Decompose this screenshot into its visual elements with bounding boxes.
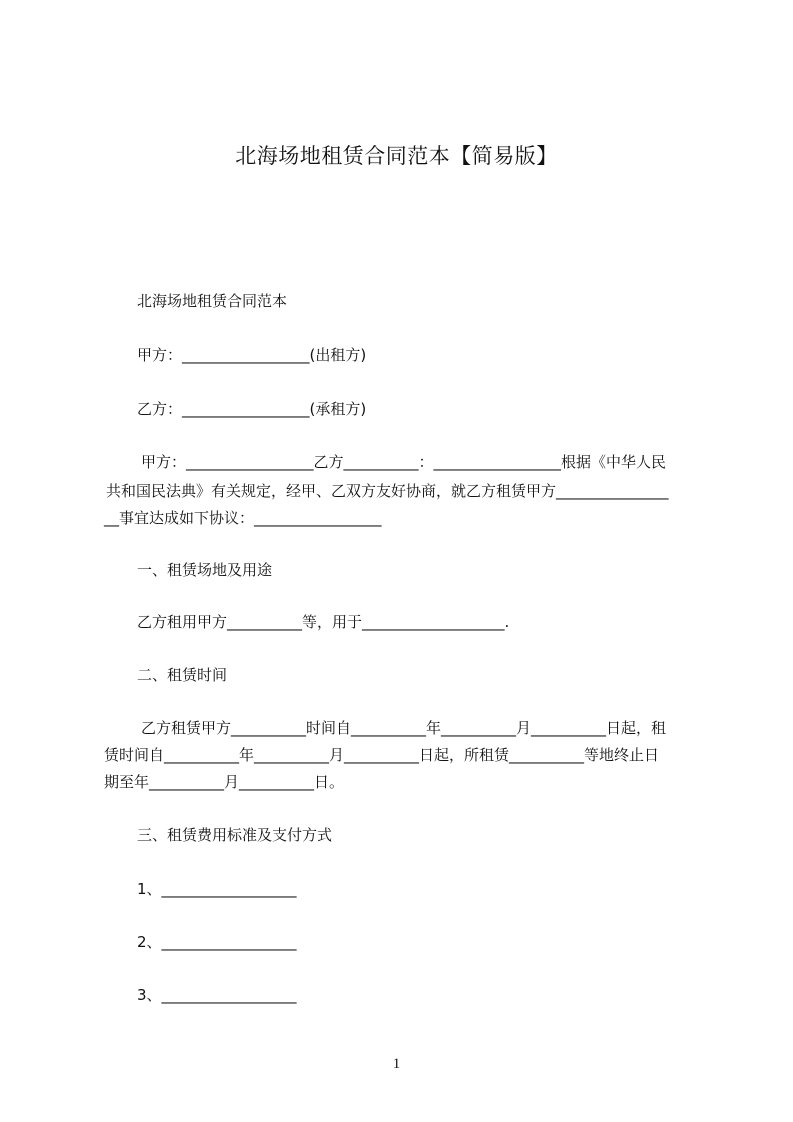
party-b-line: 乙方：_________________(承租方) [137,400,367,418]
section-1-heading: 一、租赁场地及用途 [137,561,273,579]
contract-subtitle: 北海场地租赁合同范本 [137,292,288,310]
intro-line-3: __事宜达成如下协议：_________________ [104,509,382,527]
list-item: 3、__________________ [137,986,297,1004]
section-2-line-2: 赁时间自__________年__________月__________日起，所租赁__________等地终止日 [104,746,660,764]
document-title: 北海场地租赁合同范本【简易版】 [235,144,558,168]
section-2-heading: 二、租赁时间 [137,666,228,684]
section-1-body: 乙方租用甲方__________等，用于___________________. [137,613,510,631]
page-number: 1 [392,1056,401,1072]
intro-line-1: 甲方：_________________乙方__________：_________________根据《中华人民 [141,453,667,471]
list-item: 1、__________________ [137,880,297,898]
section-2-line-3: 期至年__________月__________日。 [104,773,345,791]
section-2-line-1: 乙方租赁甲方__________时间自__________年__________月__________日起，租 [141,719,667,737]
intro-line-2: 共和国民法典》有关规定，经甲、乙双方友好协商，就乙方租赁甲方_______________ [106,482,669,500]
party-a-line: 甲方：_________________(出租方) [137,346,367,364]
list-item: 2、__________________ [137,933,297,951]
section-3-heading: 三、租赁费用标准及支付方式 [137,826,333,844]
